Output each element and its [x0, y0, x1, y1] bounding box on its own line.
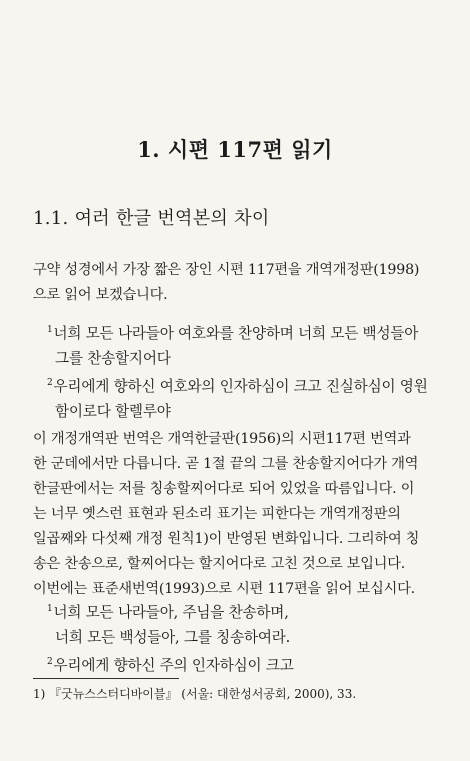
intro-paragraph	[33, 258, 441, 308]
paragraph-line: 이 개정개역판 번역은 개역한글판(1956)의 시편117편 번역과	[33, 431, 411, 447]
paragraph-line: 한글판에서는 저를 칭송할찌어다로 되어 있었을 따름입니다. 이	[33, 481, 415, 497]
footnote	[33, 685, 356, 703]
verse-text: 우리에게 향하신 여호와의 인자하심이 크고 진실하심이 영원	[53, 378, 428, 395]
verse-number: 1	[47, 604, 53, 614]
verse-text: 그를 찬송할지어다	[55, 350, 171, 367]
verse-line	[47, 399, 447, 424]
verse-line	[47, 650, 447, 678]
paragraph-line: 일곱째와 다섯째 개정 원칙1)이 반영된 변화입니다. 그리하여 칭	[33, 531, 420, 547]
verse-number: 2	[47, 657, 53, 667]
verse-text: 너희 모든 백성들아, 그를 칭송하여라.	[55, 629, 291, 646]
verse-line	[47, 597, 447, 625]
comparison-paragraph	[33, 427, 441, 602]
paragraph-line: 송은 찬송으로, 할찌어다는 할지어다로 고친 것으로 보입니다.	[33, 556, 406, 572]
footnote-divider	[33, 678, 179, 679]
footnote-marker: 1)	[33, 687, 46, 701]
verse-block-standard	[47, 597, 447, 678]
verse-line	[47, 371, 447, 399]
paragraph-line: 한 군데에서만 다릅니다. 곧 1절 끝의 그를 찬송할지어다가 개역	[33, 456, 419, 472]
verse-number: 1	[47, 325, 53, 335]
paragraph-line: 는 너무 옛스런 표현과 된소리 표기는 피한다는 개역개정판의	[33, 506, 401, 522]
verse-text: 너희 모든 나라들아 여호와를 찬양하며 너희 모든 백성들아	[53, 325, 419, 342]
verse-number: 2	[47, 378, 53, 388]
paragraph-line: 구약 성경에서 가장 짧은 장인 시편 117편을 개역개정판(1998)	[33, 262, 420, 278]
chapter-title: 1. 시편 117편 읽기	[137, 137, 333, 162]
verse-line	[47, 346, 447, 371]
verse-line	[47, 625, 447, 650]
footnote-text: 『굿뉴스스터디바이블』 (서울: 대한성서공회, 2000), 33.	[49, 687, 357, 701]
verse-text: 너희 모든 나라들아, 주님을 찬송하며,	[53, 604, 289, 621]
paragraph-line: 으로 읽어 보겠습니다.	[33, 287, 168, 303]
verse-text: 우리에게 향하신 주의 인자하심이 크고	[53, 657, 294, 674]
verse-line	[47, 318, 447, 346]
section-title: 1.1. 여러 한글 번역본의 차이	[33, 208, 270, 229]
paragraph-line: 이번에는 표준새번역(1993)으로 시편 117편을 읽어 보십시다.	[33, 581, 415, 597]
verse-text: 함이로다 할렐루야	[55, 403, 171, 420]
verse-block-revised	[47, 318, 447, 424]
